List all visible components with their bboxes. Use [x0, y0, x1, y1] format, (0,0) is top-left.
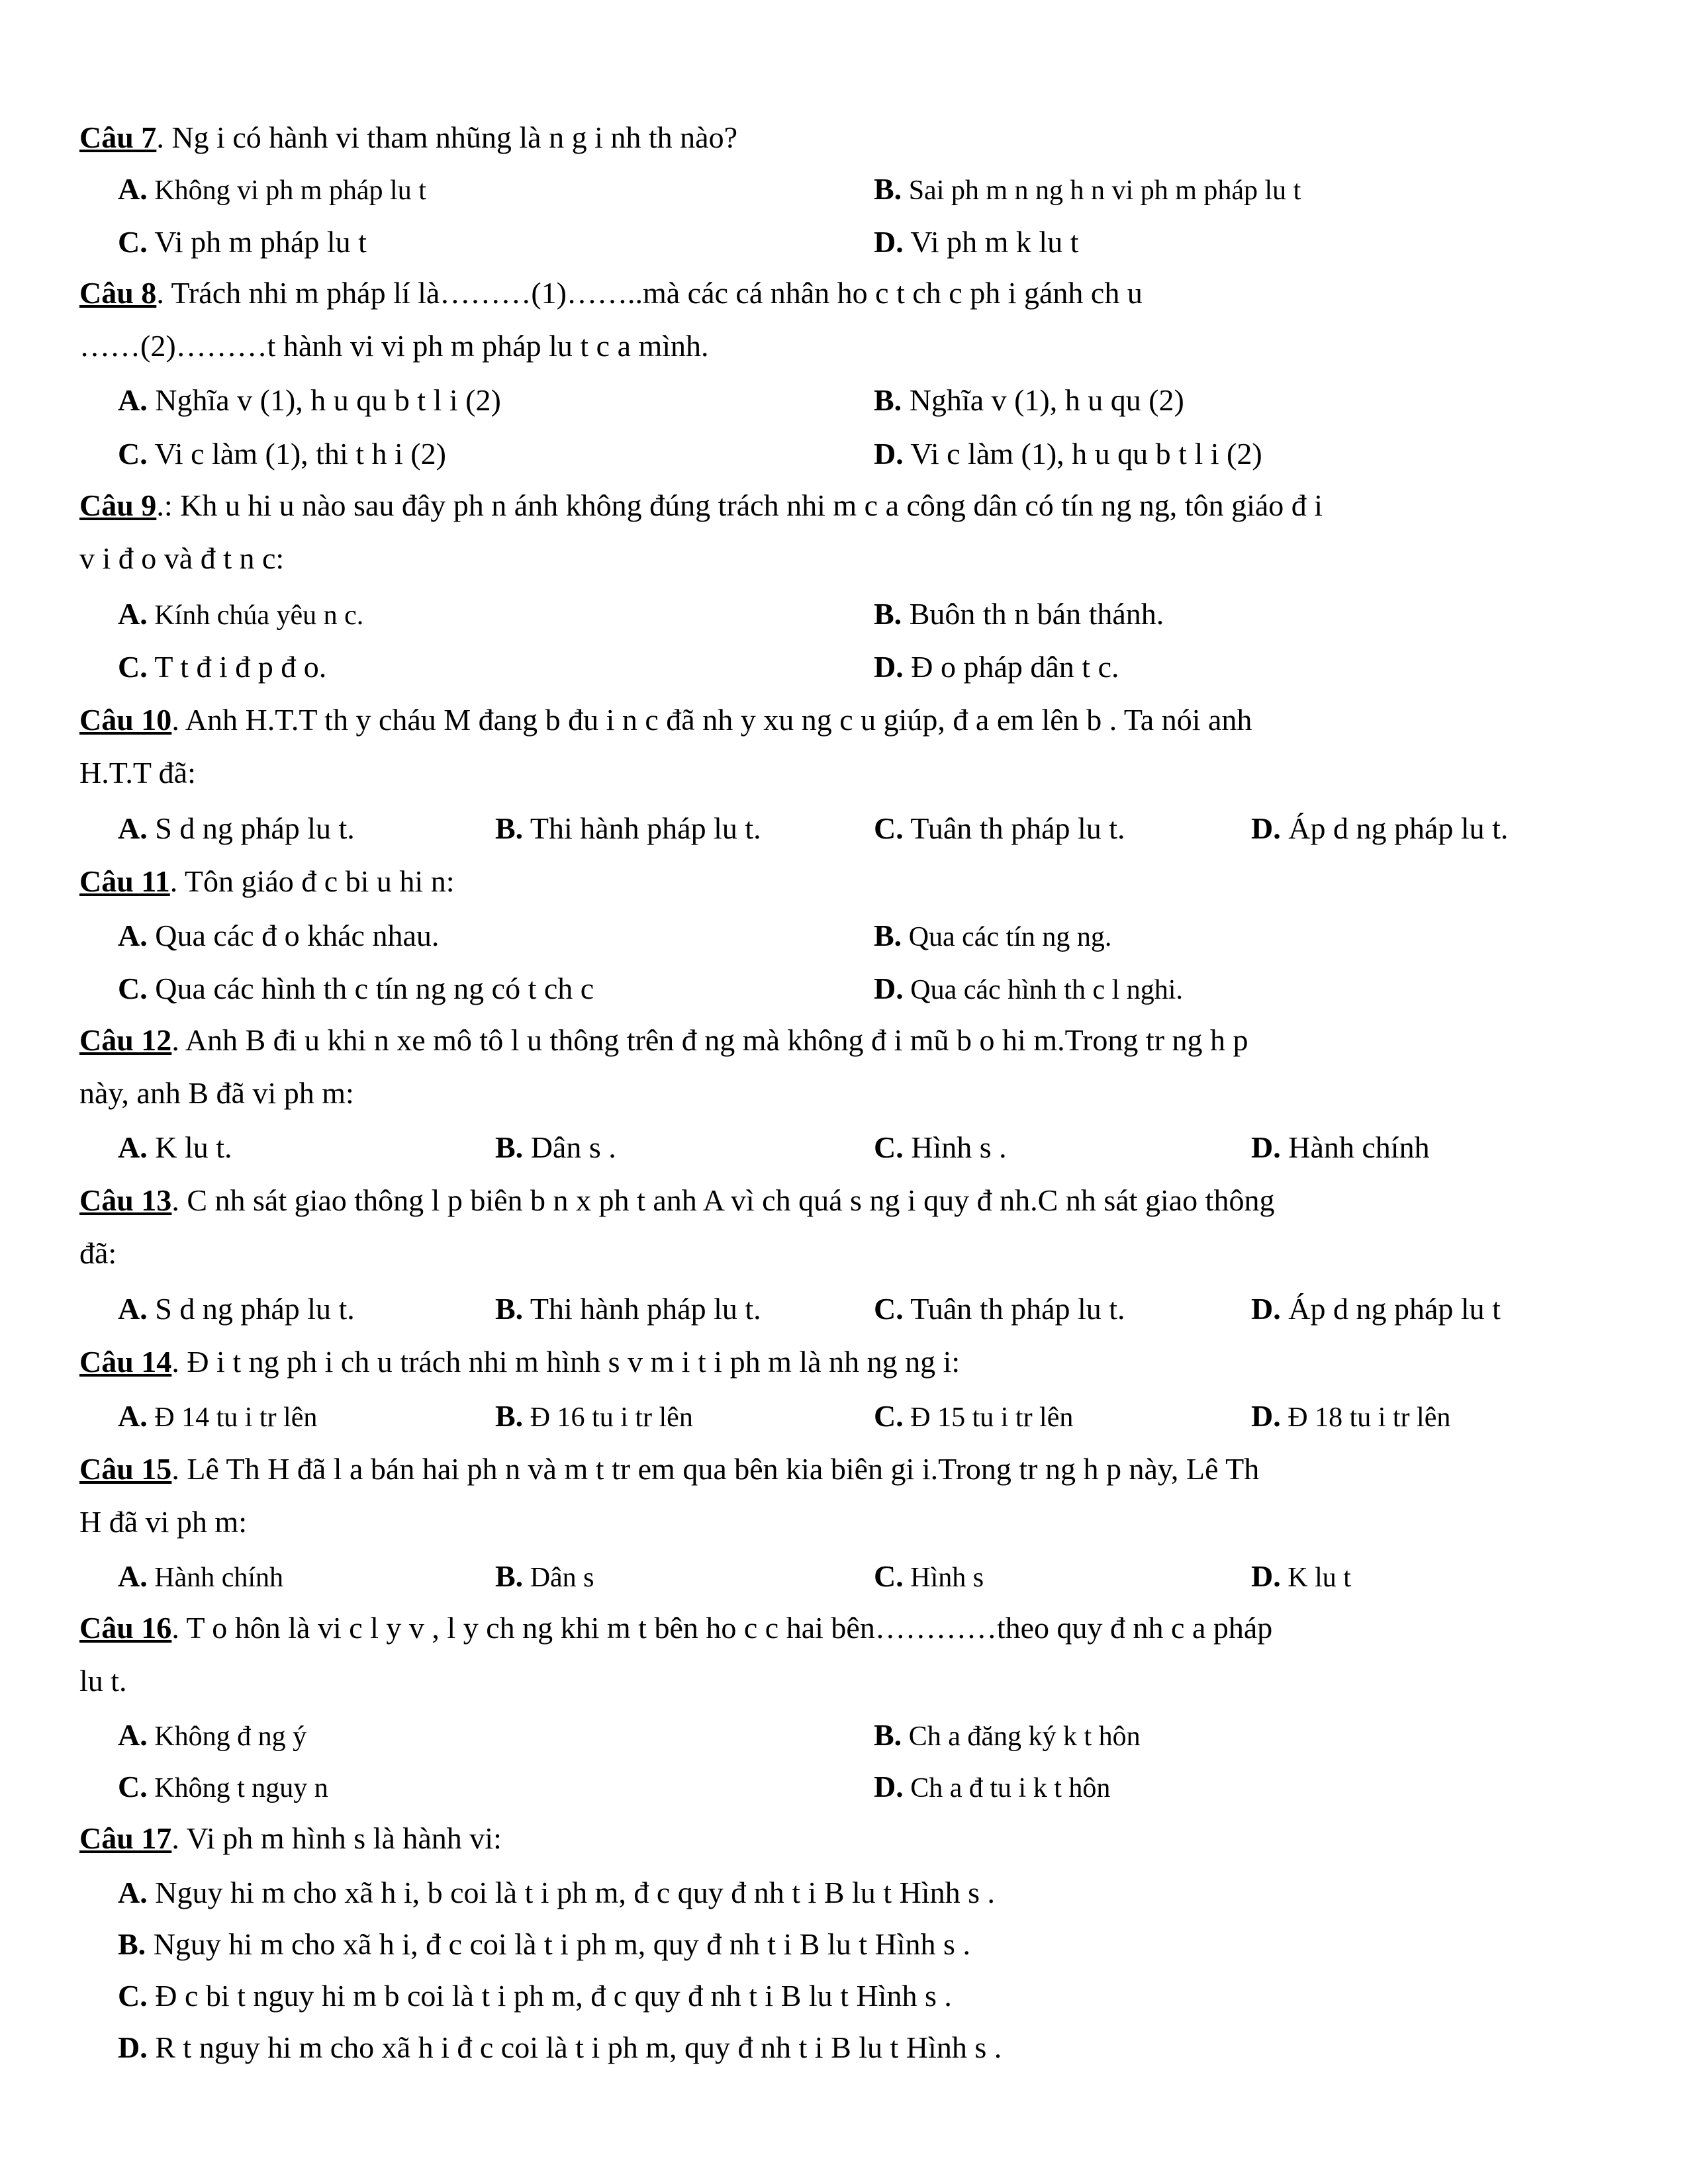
question-8-stem: [79, 273, 1609, 313]
question-13-stem: [79, 1181, 1609, 1220]
question-8-option-d: D. Vi c làm (1), h u qu b t l i (2): [874, 437, 1262, 471]
question-13-number: Câu 13: [79, 1183, 172, 1217]
question-7-option-d: D. Vi ph m k lu t: [874, 225, 1079, 259]
question-11-stem: [79, 862, 1609, 901]
question-16-number: Câu 16: [79, 1611, 172, 1645]
question-10-number: Câu 10: [79, 703, 172, 737]
question-13-stem-line-2: đã:: [79, 1236, 117, 1270]
question-9-option-c: C. T t đ i đ p đ o.: [118, 650, 327, 684]
question-8-option-a: A. Nghĩa v (1), h u qu b t l i (2): [118, 383, 501, 417]
question-12-option-d: D. Hành chính: [1251, 1130, 1430, 1164]
question-15-option-a: A. Hành chính: [118, 1559, 284, 1593]
question-14-option-b: B. Đ 16 tu i tr lên: [495, 1399, 693, 1433]
question-7-number: Câu 7: [79, 120, 157, 154]
question-11-number: Câu 11: [79, 864, 170, 898]
question-9-text: .: Kh u hi u nào sau đây ph n ánh không đúng trách nhi m c a công dân có tín ng ng, tôn giáo đ i: [156, 488, 1323, 522]
question-7-option-c: C. Vi ph m pháp lu t: [118, 225, 367, 259]
question-7-option-b: B. Sai ph m n ng h n vi ph m pháp lu t: [874, 172, 1301, 206]
question-7-option-a: A. Không vi ph m pháp lu t: [118, 172, 426, 206]
question-14-stem: [79, 1342, 1609, 1382]
question-16-stem-line-2: lu t.: [79, 1664, 127, 1698]
question-8-number: Câu 8: [79, 276, 157, 310]
question-16-option-a: A. Không đ ng ý: [118, 1718, 307, 1752]
question-13-option-a: A. S d ng pháp lu t.: [118, 1292, 355, 1326]
question-10-option-a: A. S d ng pháp lu t.: [118, 811, 355, 845]
question-17-option-c: C. Đ c bi t nguy hi m b coi là t i ph m, đ c quy đ nh t i B lu t Hình s .: [118, 1979, 952, 2013]
question-15-stem-line-2: H đã vi ph m:: [79, 1505, 247, 1539]
question-11-option-a: A. Qua các đ o khác nhau.: [118, 919, 440, 952]
question-13-option-d: D. Áp d ng pháp lu t: [1251, 1292, 1501, 1326]
question-9-stem: [79, 486, 1609, 525]
question-17-option-d: D. R t nguy hi m cho xã h i đ c coi là t i ph m, quy đ nh t i B lu t Hình s .: [118, 2030, 1002, 2064]
question-9-stem-line-2: v i đ o và đ t n c:: [79, 541, 285, 575]
question-15-stem: [79, 1449, 1609, 1489]
question-7-text: . Ng i có hành vi tham nhũng là n g i nh th nào?: [156, 120, 737, 154]
question-12-option-c: C. Hình s .: [874, 1130, 1007, 1164]
question-8-option-b: B. Nghĩa v (1), h u qu (2): [874, 383, 1184, 417]
question-16-stem: [79, 1608, 1609, 1648]
question-12-stem: [79, 1021, 1609, 1060]
question-12-option-b: B. Dân s .: [495, 1130, 616, 1164]
question-16-option-d: D. Ch a đ tu i k t hôn: [874, 1770, 1111, 1803]
question-11-text: . Tôn giáo đ c bi u hi n:: [169, 864, 455, 898]
question-11-option-d: D. Qua các hình th c l nghi.: [874, 972, 1183, 1005]
question-15-option-b: B. Dân s: [495, 1559, 594, 1593]
question-13-option-b: B. Thi hành pháp lu t.: [495, 1292, 761, 1326]
question-16-option-c: C. Không t nguy n: [118, 1770, 328, 1803]
question-12-number: Câu 12: [79, 1023, 172, 1057]
question-15-number: Câu 15: [79, 1452, 172, 1486]
question-17-stem: [79, 1819, 1609, 1858]
question-8-text: . Trách nhi m pháp lí là………(1)……..mà các cá nhân ho c t ch c ph i gánh ch u: [156, 276, 1143, 310]
question-15-text: . Lê Th H đã l a bán hai ph n và m t tr em qua bên kia biên gi i.Trong tr ng h p này, Lê Th: [171, 1452, 1260, 1486]
question-13-option-c: C. Tuân th pháp lu t.: [874, 1292, 1125, 1326]
question-17-option-a: A. Nguy hi m cho xã h i, b coi là t i ph m, đ c quy đ nh t i B lu t Hình s .: [118, 1876, 995, 1909]
question-12-text: . Anh B đi u khi n xe mô tô l u thông trên đ ng mà không đ i mũ b o hi m.Trong tr ng h p: [171, 1023, 1248, 1057]
question-17-text: . Vi ph m hình s là hành vi:: [171, 1821, 502, 1855]
question-14-text: . Đ i t ng ph i ch u trách nhi m hình s v m i t i ph m là nh ng ng i:: [171, 1345, 961, 1379]
question-9-option-a: A. Kính chúa yêu n c.: [118, 597, 364, 631]
question-9-number: Câu 9: [79, 488, 157, 522]
question-10-stem: [79, 700, 1609, 740]
question-13-text: . C nh sát giao thông l p biên b n x ph t anh A vì ch quá s ng i quy đ nh.C nh sát giao thông: [171, 1183, 1275, 1217]
question-9-option-d: D. Đ o pháp dân t c.: [874, 650, 1119, 684]
question-17-option-b: B. Nguy hi m cho xã h i, đ c coi là t i ph m, quy đ nh t i B lu t Hình s .: [118, 1927, 970, 1961]
question-10-option-c: C. Tuân th pháp lu t.: [874, 811, 1125, 845]
question-10-text: . Anh H.T.T th y cháu M đang b đu i n c đã nh y xu ng c u giúp, đ a em lên b . Ta nói anh: [171, 703, 1252, 737]
question-14-option-d: D. Đ 18 tu i tr lên: [1251, 1399, 1451, 1433]
question-12-option-a: A. K lu t.: [118, 1130, 232, 1164]
question-12-stem-line-2: này, anh B đã vi ph m:: [79, 1076, 354, 1110]
question-14-number: Câu 14: [79, 1345, 172, 1379]
question-15-option-d: D. K lu t: [1251, 1559, 1351, 1593]
question-8-option-c: C. Vi c làm (1), thi t h i (2): [118, 437, 446, 471]
question-11-option-c: C. Qua các hình th c tín ng ng có t ch c: [118, 972, 594, 1005]
question-8-stem-line-2: ……(2)………t hành vi vi ph m pháp lu t c a mình.: [79, 329, 709, 363]
question-10-stem-line-2: H.T.T đã:: [79, 756, 196, 790]
question-11-option-b: B. Qua các tín ng ng.: [874, 919, 1112, 952]
question-16-option-b: B. Ch a đăng ký k t hôn: [874, 1718, 1141, 1752]
question-7-stem: [79, 118, 1609, 158]
question-14-option-c: C. Đ 15 tu i tr lên: [874, 1399, 1074, 1433]
question-14-option-a: A. Đ 14 tu i tr lên: [118, 1399, 318, 1433]
question-15-option-c: C. Hình s: [874, 1559, 984, 1593]
question-16-text: . T o hôn là vi c l y v , l y ch ng khi m t bên ho c c hai bên…………theo quy đ nh c a pháp: [171, 1611, 1273, 1645]
question-10-option-d: D. Áp d ng pháp lu t.: [1251, 811, 1509, 845]
question-9-option-b: B. Buôn th n bán thánh.: [874, 597, 1164, 631]
question-10-option-b: B. Thi hành pháp lu t.: [495, 811, 761, 845]
question-17-number: Câu 17: [79, 1821, 172, 1855]
